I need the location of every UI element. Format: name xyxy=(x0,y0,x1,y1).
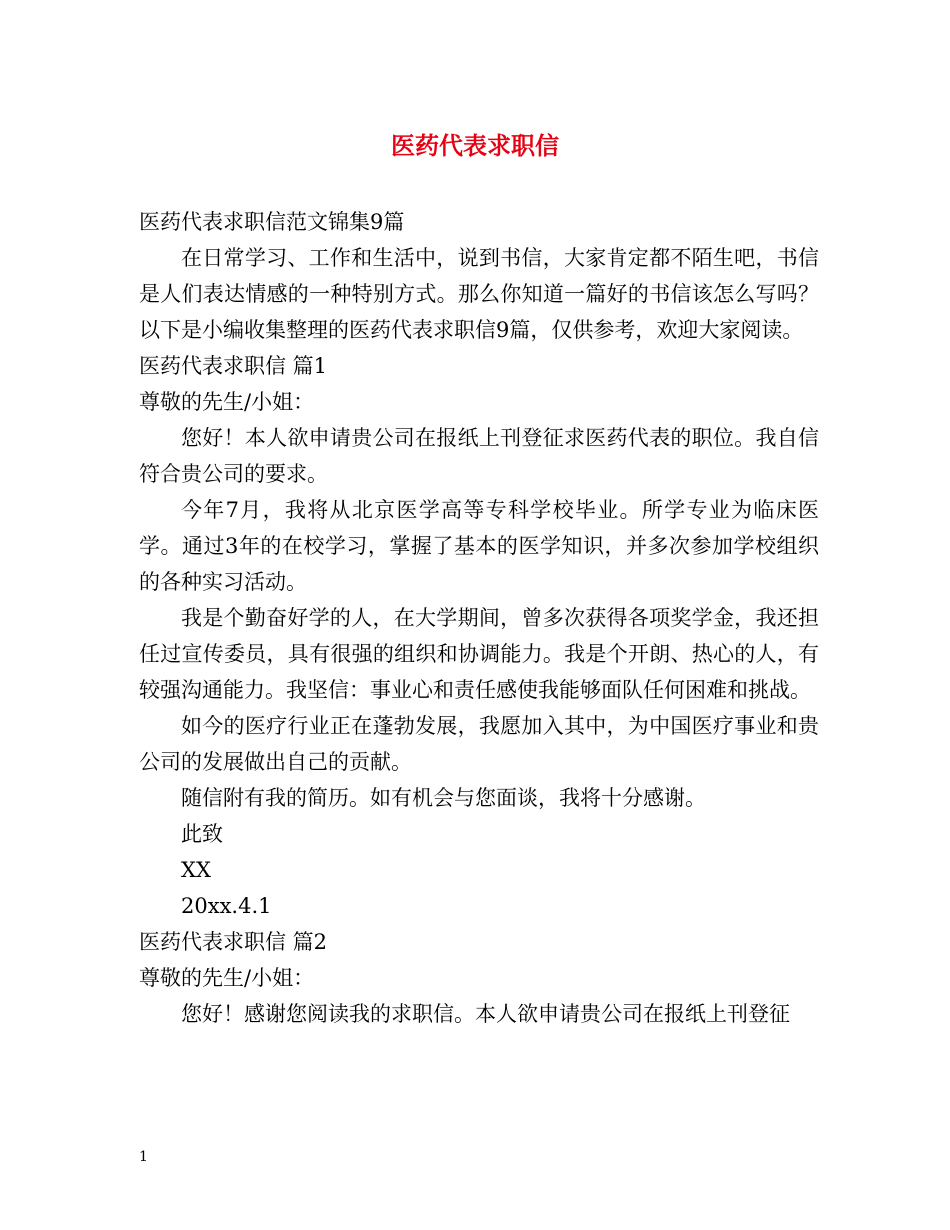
intro-paragraph: 在日常学习、工作和生活中，说到书信，大家肯定都不陌生吧，书信是人们表达情感的一种特别方式。那么你知道一篇好的书信该怎么写吗？以下是小编收集整理的医药代表求职信9篇，仅供参考，欢迎大家阅读。 xyxy=(139,246,819,342)
salutation: 尊敬的先生/小姐： xyxy=(139,390,315,414)
signature: XX xyxy=(181,858,211,882)
salutation: 尊敬的先生/小姐： xyxy=(139,966,315,990)
section-heading: 医药代表求职信 篇2 xyxy=(139,930,328,954)
body-paragraph: 您好！感谢您阅读我的求职信。本人欲申请贵公司在报纸上刊登征 xyxy=(181,1002,790,1026)
document-subtitle: 医药代表求职信范文锦集9篇 xyxy=(139,210,405,234)
closing: 此致 xyxy=(181,822,223,846)
date: 20xx.4.1 xyxy=(181,894,272,918)
document-body xyxy=(139,204,819,1032)
body-paragraph: 如今的医疗行业正在蓬勃发展，我愿加入其中，为中国医疗事业和贵公司的发展做出自己的贡献。 xyxy=(139,714,819,774)
page-number: 1 xyxy=(139,1149,148,1165)
body-paragraph: 我是个勤奋好学的人，在大学期间，曾多次获得各项奖学金，我还担任过宣传委员，具有很强的组织和协调能力。我是个开朗、热心的人，有较强沟通能力。我坚信：事业心和责任感使我能够面队任何困难和挑战。 xyxy=(139,606,819,702)
section-heading: 医药代表求职信 篇1 xyxy=(139,354,328,378)
body-paragraph: 随信附有我的简历。如有机会与您面谈，我将十分感谢。 xyxy=(181,786,706,810)
body-paragraph: 您好！本人欲申请贵公司在报纸上刊登征求医药代表的职位。我自信符合贵公司的要求。 xyxy=(139,426,819,486)
body-paragraph: 今年7月，我将从北京医学高等专科学校毕业。所学专业为临床医学。通过3年的在校学习，掌握了基本的医学知识，并多次参加学校组织的各种实习活动。 xyxy=(139,498,819,594)
document-title: 医药代表求职信 xyxy=(391,131,559,160)
